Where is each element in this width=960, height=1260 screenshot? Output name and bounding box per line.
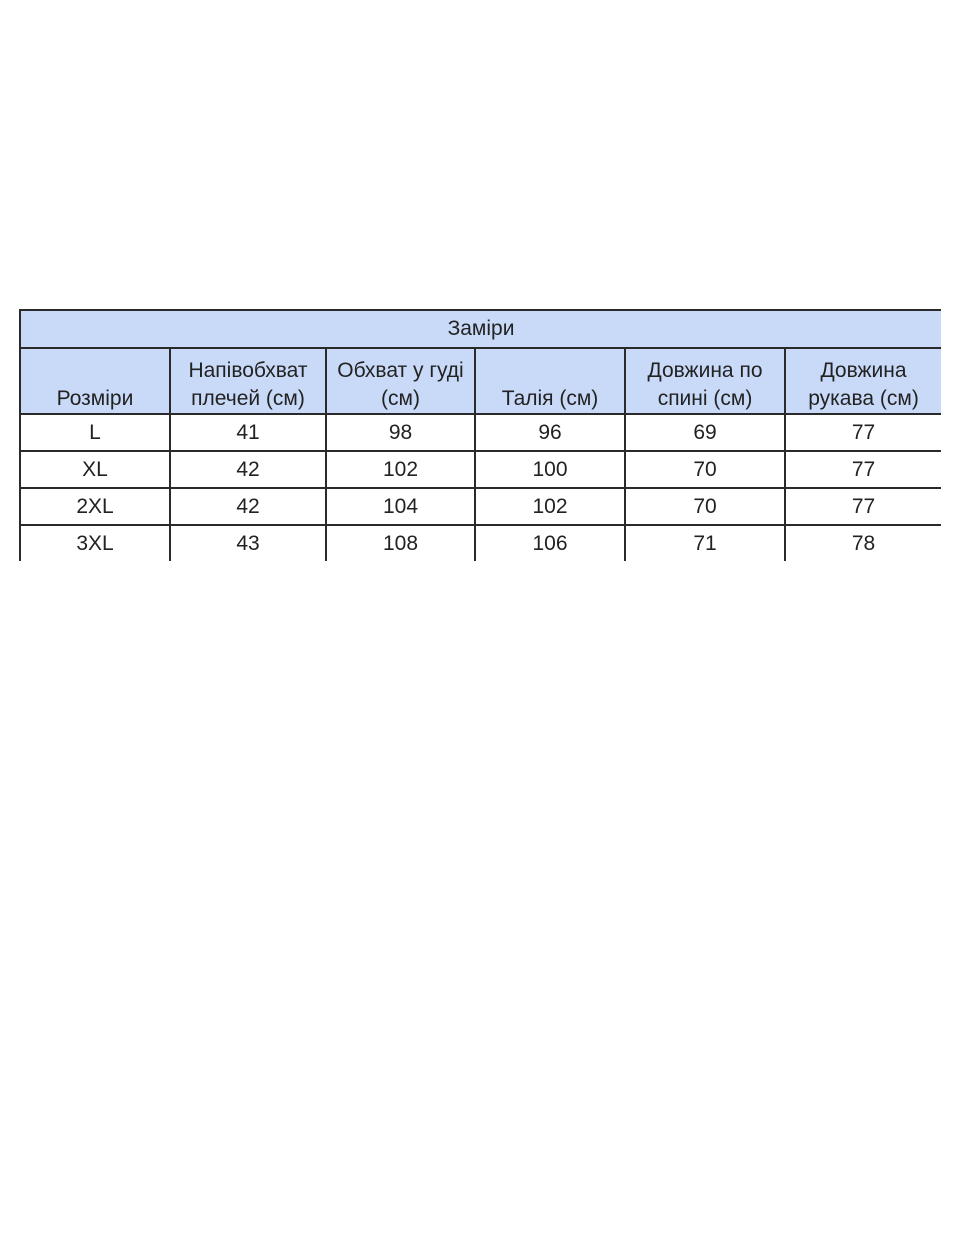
cell-waist: 96	[475, 414, 625, 451]
cell-sleeve-length: 77	[785, 488, 941, 525]
header-waist: Талія (см)	[475, 348, 625, 414]
cell-back-length: 71	[625, 525, 785, 561]
cell-size: 3XL	[20, 525, 170, 561]
table-row	[20, 414, 941, 451]
cell-chest: 102	[326, 451, 475, 488]
table-row	[20, 451, 941, 488]
cell-back-length: 70	[625, 451, 785, 488]
cell-shoulder: 41	[170, 414, 326, 451]
cell-chest: 108	[326, 525, 475, 561]
cell-waist: 100	[475, 451, 625, 488]
table-row	[20, 525, 941, 561]
size-table	[19, 309, 941, 561]
table-row	[20, 488, 941, 525]
size-chart	[19, 309, 941, 565]
cell-sleeve-length: 77	[785, 414, 941, 451]
header-shoulder-half-girth: Напівобхват плечей (см)	[170, 348, 326, 414]
cell-back-length: 69	[625, 414, 785, 451]
cell-size: L	[20, 414, 170, 451]
cell-chest: 104	[326, 488, 475, 525]
header-back-length: Довжина по спині (см)	[625, 348, 785, 414]
header-chest-girth: Обхват у гуді (см)	[326, 348, 475, 414]
cell-shoulder: 42	[170, 488, 326, 525]
cell-shoulder: 42	[170, 451, 326, 488]
header-sleeve-length: Довжина рукава (см)	[785, 348, 941, 414]
cell-waist: 102	[475, 488, 625, 525]
cell-shoulder: 43	[170, 525, 326, 561]
cell-size: 2XL	[20, 488, 170, 525]
cell-sleeve-length: 78	[785, 525, 941, 561]
cell-chest: 98	[326, 414, 475, 451]
cell-back-length: 70	[625, 488, 785, 525]
cell-sleeve-length: 77	[785, 451, 941, 488]
cell-waist: 106	[475, 525, 625, 561]
table-header-row	[20, 348, 941, 414]
cell-size: XL	[20, 451, 170, 488]
header-size: Розміри	[20, 348, 170, 414]
table-title-row	[20, 310, 941, 348]
table-title: Заміри	[20, 310, 941, 348]
